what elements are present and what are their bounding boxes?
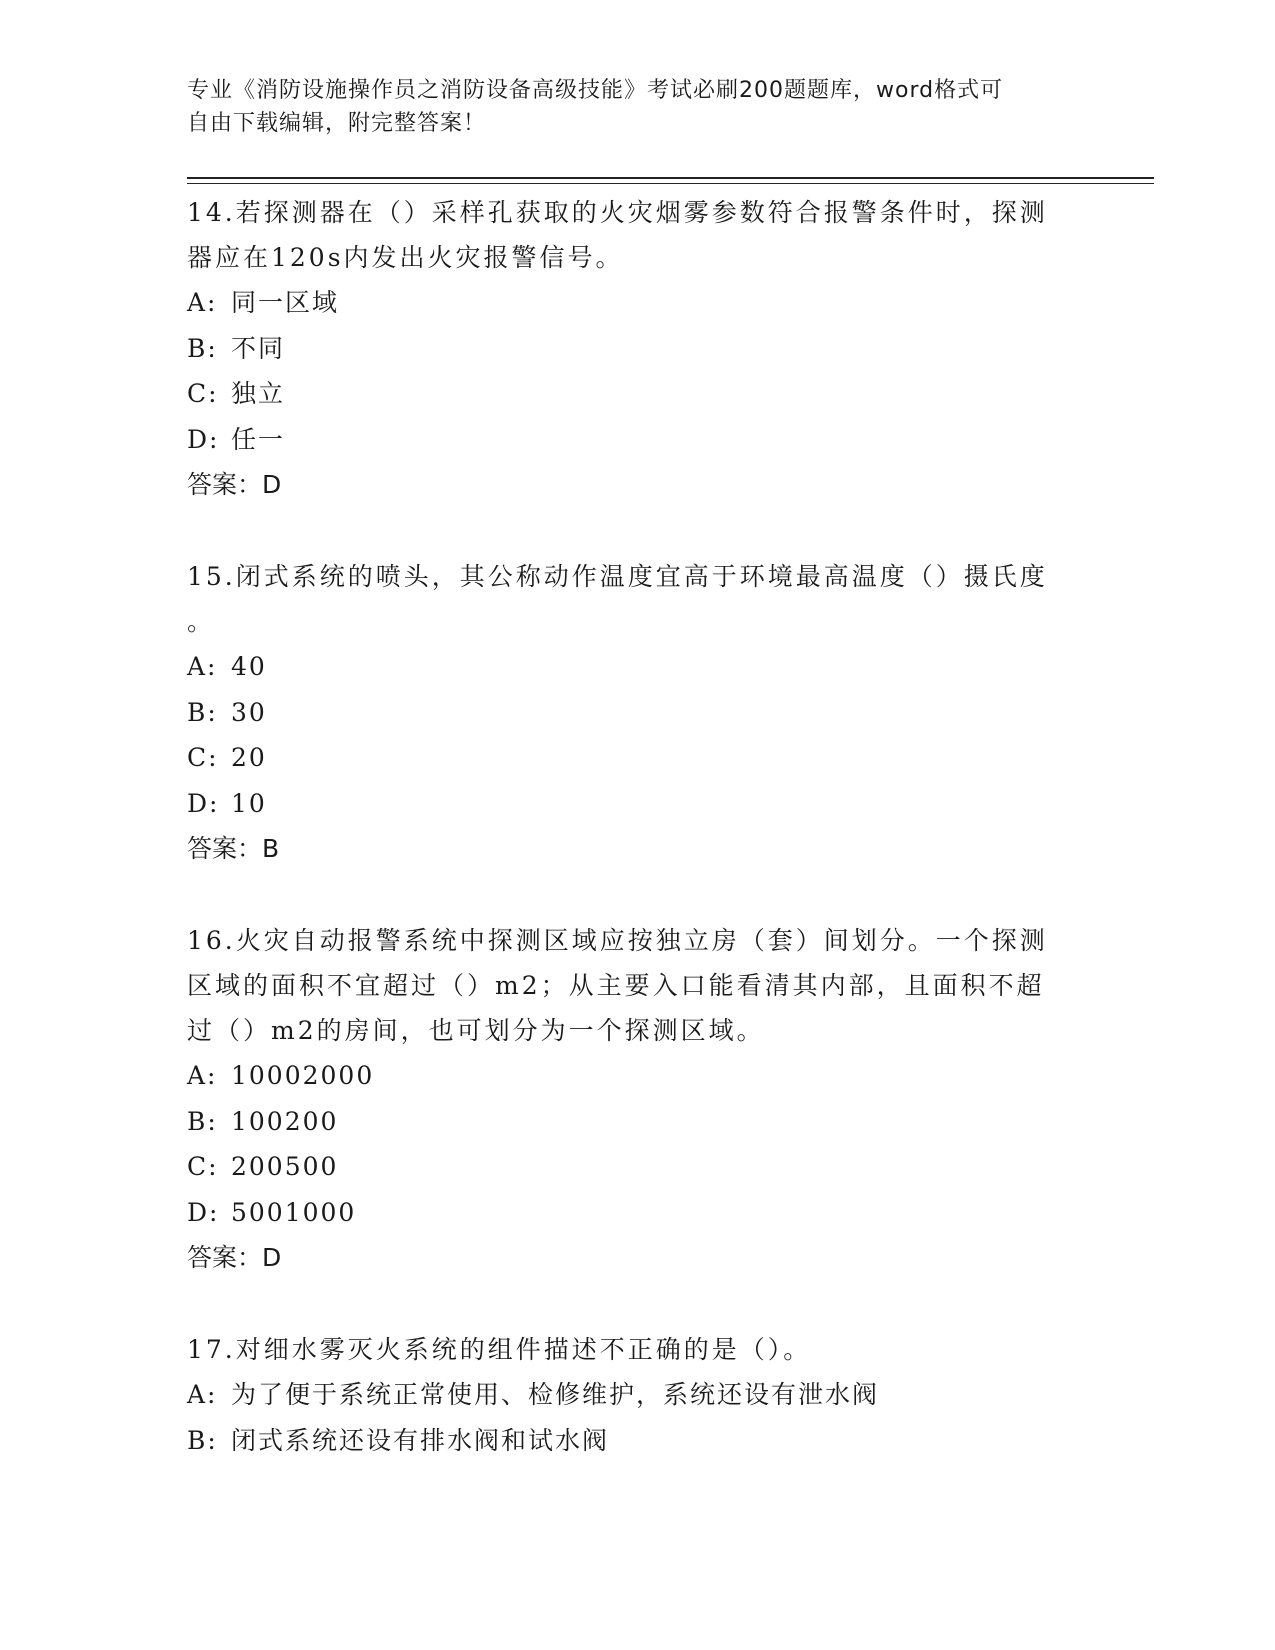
option-letter: D:	[187, 1197, 220, 1227]
option-text: 200500	[231, 1152, 339, 1181]
option-b	[187, 1099, 1087, 1145]
header-divider-thin	[187, 183, 1154, 184]
option-a	[187, 280, 1087, 326]
option-letter: D:	[187, 788, 220, 818]
option-text: 不同	[231, 333, 286, 363]
option-text: 30	[231, 697, 267, 727]
option-letter: C:	[187, 1152, 219, 1181]
option-a	[187, 644, 1087, 690]
question-spacer	[187, 871, 1087, 918]
option-letter: B:	[187, 1425, 218, 1455]
option-text: 独立	[231, 379, 286, 408]
question-spacer	[187, 1280, 1087, 1327]
option-a	[187, 1053, 1087, 1099]
option-text: 20	[231, 743, 267, 772]
header-line-1: 专业《消防设施操作员之消防设备高级技能》考试必刷200题题库，word格式可	[187, 78, 1004, 103]
option-a	[187, 1372, 1087, 1418]
question-stem-line: 17.对细水雾灭火系统的组件描述不正确的是（）。	[187, 1335, 812, 1364]
option-text: 5001000	[231, 1197, 357, 1227]
question-15	[187, 554, 1087, 871]
question-16	[187, 918, 1087, 1280]
option-text: 40	[231, 652, 267, 681]
option-text: 同一区域	[231, 288, 340, 317]
question-stem-line: 16.火灾自动报警系统中探测区域应按独立房（套）间划分。一个探测	[187, 926, 1048, 955]
option-b	[187, 690, 1087, 736]
option-letter: D:	[187, 424, 220, 454]
option-b	[187, 326, 1087, 372]
option-text: 为了便于系统正常使用、检修维护，系统还设有泄水阀	[231, 1380, 880, 1409]
question-17	[187, 1327, 1087, 1463]
option-d	[187, 1190, 1087, 1236]
option-text: 闭式系统还设有排水阀和试水阀	[231, 1425, 610, 1455]
question-stem-line: 区域的面积不宜超过（）m2；从主要入口能看清其内部，且面积不超	[187, 971, 1045, 1000]
option-text: 10	[231, 788, 267, 818]
question-stem-line: 。	[187, 607, 216, 636]
option-letter: B:	[187, 697, 218, 727]
question-stem-line: 15.闭式系统的喷头，其公称动作温度宜高于环境最高温度（）摄氏度	[187, 562, 1048, 591]
option-letter: C:	[187, 379, 219, 408]
option-letter: A:	[187, 288, 218, 317]
answer-line: 答案：D	[187, 470, 282, 499]
option-letter: A:	[187, 1061, 218, 1090]
option-letter: A:	[187, 652, 218, 681]
question-stem-line: 14.若探测器在（）采样孔获取的火灾烟雾参数符合报警条件时，探测	[187, 198, 1048, 227]
option-letter: B:	[187, 333, 218, 363]
question-list	[187, 190, 1087, 1463]
question-14	[187, 190, 1087, 507]
option-c	[187, 735, 1087, 781]
option-text: 100200	[231, 1106, 339, 1136]
option-c	[187, 1144, 1087, 1190]
option-d	[187, 417, 1087, 463]
question-stem-line: 器应在120s内发出火灾报警信号。	[187, 243, 624, 272]
option-text: 任一	[231, 424, 286, 454]
document-header	[187, 74, 1067, 140]
option-b	[187, 1418, 1087, 1464]
option-d	[187, 781, 1087, 827]
header-line-2: 自由下载编辑，附完整答案！	[187, 111, 487, 136]
answer-line: 答案：D	[187, 1243, 282, 1272]
question-stem-line: 过（）m2的房间，也可划分为一个探测区域。	[187, 1016, 765, 1045]
option-c	[187, 371, 1087, 417]
question-spacer	[187, 507, 1087, 554]
option-letter: B:	[187, 1106, 218, 1136]
option-text: 10002000	[231, 1061, 375, 1090]
header-divider-thick	[187, 177, 1154, 179]
option-letter: C:	[187, 743, 219, 772]
answer-line: 答案：B	[187, 834, 280, 863]
option-letter: A:	[187, 1380, 218, 1409]
